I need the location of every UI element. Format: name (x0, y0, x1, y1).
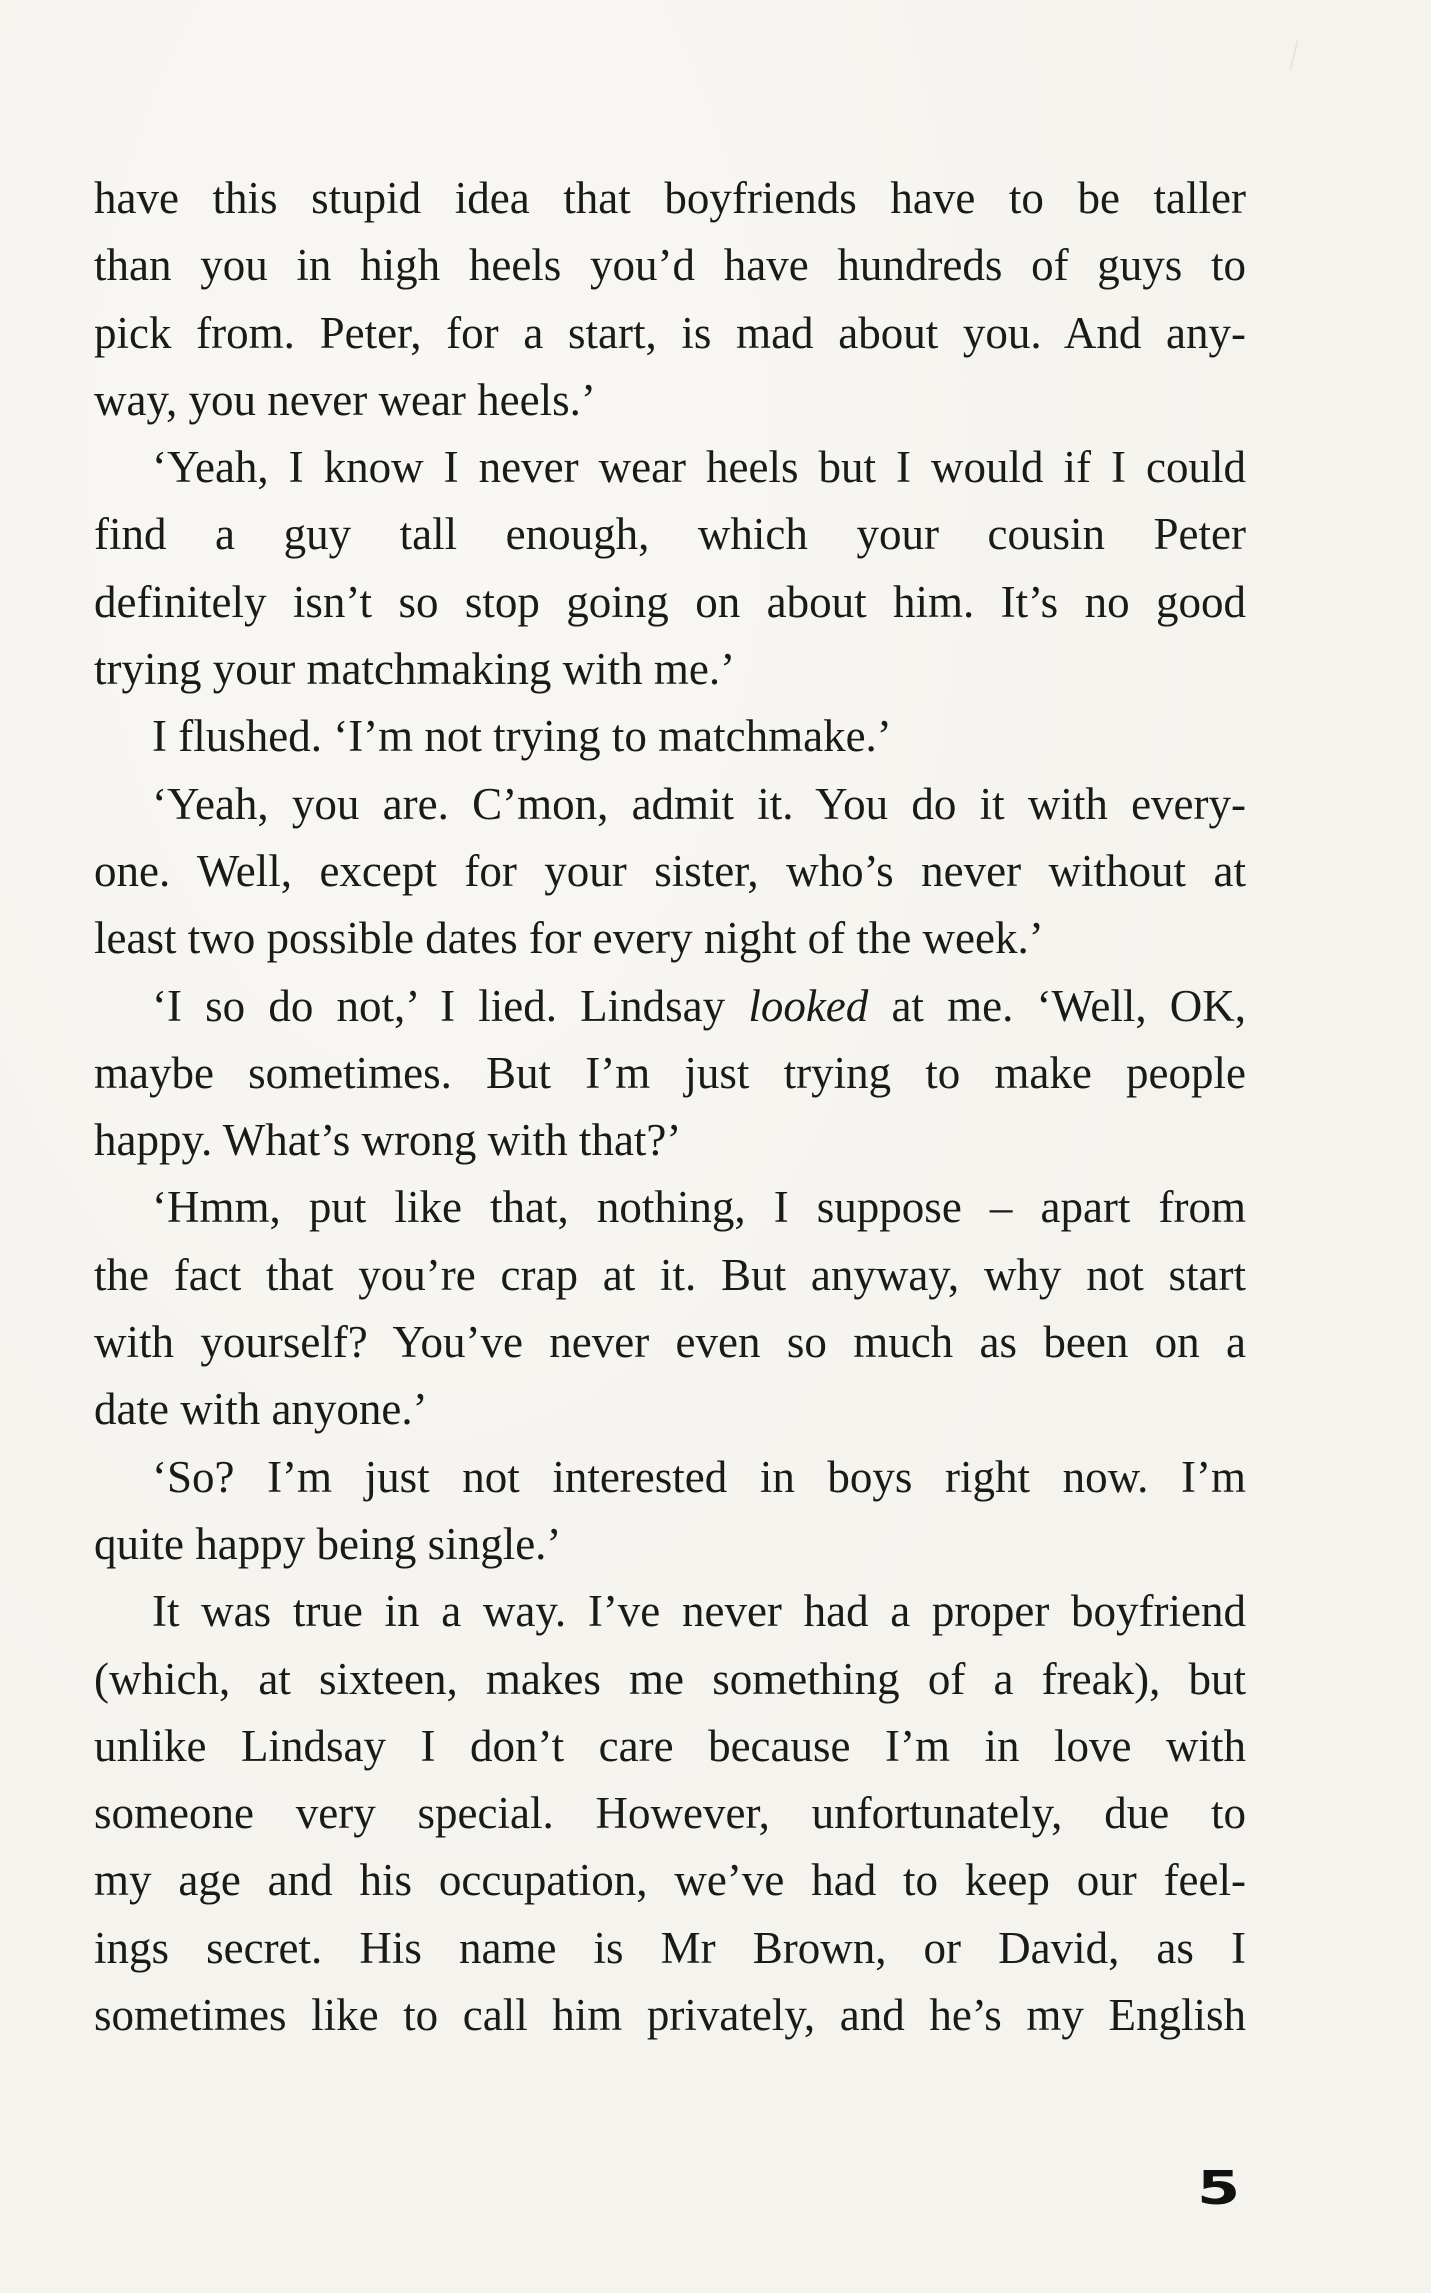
text-line: unlike Lindsay I don’t care because I’m in love with (94, 1720, 1246, 1771)
text-line: ‘Hmm, put like that, nothing, I suppose – apart from (152, 1182, 1246, 1233)
text-segment: ‘I so do not,’ I lied. Lindsay (152, 980, 749, 1031)
text-line: least two possible dates for every night of the week.’ (94, 913, 1044, 964)
text-line: pick from. Peter, for a start, is mad about you. And any- (94, 307, 1246, 358)
page-number: 5 (1197, 2161, 1242, 2215)
text-line: find a guy tall enough, which your cousin Peter (94, 509, 1246, 560)
text-line (94, 973, 1246, 1040)
text-line: I flushed. ‘I’m not trying to matchmake.’ (152, 711, 892, 762)
text-line: way, you never wear heels.’ (94, 374, 596, 425)
body-text (94, 165, 1246, 2049)
text-line: someone very special. However, unfortunately, due to (94, 1788, 1246, 1839)
scan-speck (1289, 40, 1298, 70)
text-line: happy. What’s wrong with that?’ (94, 1115, 682, 1166)
text-line: ‘Yeah, I know I never wear heels but I would if I could (152, 442, 1246, 493)
text-line: (which, at sixteen, makes me something of a freak), but (94, 1653, 1246, 1704)
text-line: ‘Yeah, you are. C’mon, admit it. You do it with every- (152, 778, 1246, 829)
text-line: my age and his occupation, we’ve had to keep our feel- (94, 1855, 1246, 1906)
text-line: with yourself? You’ve never even so much as been on a (94, 1317, 1246, 1368)
text-line: date with anyone.’ (94, 1384, 428, 1435)
text-line: It was true in a way. I’ve never had a proper boyfriend (152, 1586, 1246, 1637)
text-line: ings secret. His name is Mr Brown, or David, as I (94, 1922, 1246, 1973)
text-line: sometimes like to call him privately, and he’s my English (94, 1990, 1246, 2041)
text-line: ‘So? I’m just not interested in boys right now. I’m (152, 1451, 1246, 1502)
text-line: trying your matchmaking with me.’ (94, 644, 736, 695)
text-line: one. Well, except for your sister, who’s never without at (94, 845, 1246, 896)
text-line: maybe sometimes. But I’m just trying to make people (94, 1047, 1246, 1098)
text-segment: at me. ‘Well, OK, (868, 980, 1246, 1031)
text-line: than you in high heels you’d have hundreds of guys to (94, 240, 1246, 291)
text-line: the fact that you’re crap at it. But anyway, why not start (94, 1249, 1246, 1300)
text-line: quite happy being single.’ (94, 1518, 562, 1569)
italic-emphasis: looked (748, 980, 869, 1031)
text-line: definitely isn’t so stop going on about him. It’s no good (94, 576, 1246, 627)
text-line: have this stupid idea that boyfriends have to be taller (94, 173, 1246, 223)
